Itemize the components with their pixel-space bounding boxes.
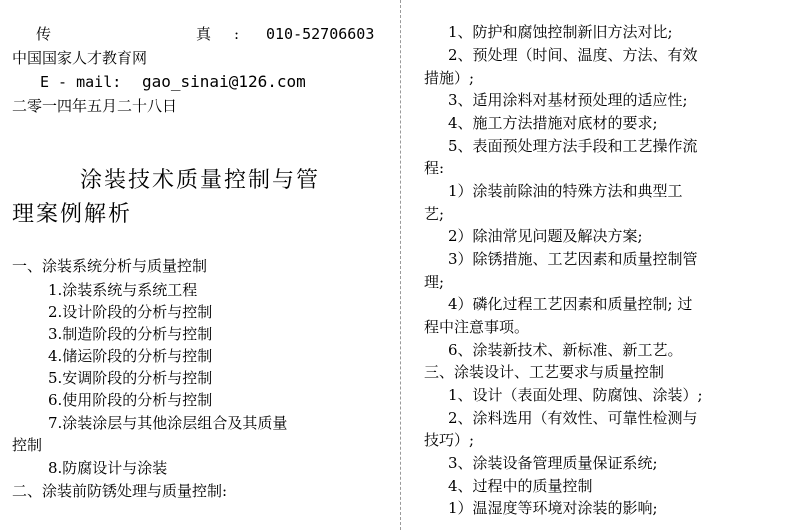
- fax-colon: :: [234, 25, 240, 43]
- right-line: 措施）;: [424, 69, 475, 87]
- right-line: 程:: [424, 159, 445, 177]
- list-item: 2.设计阶段的分析与控制: [48, 303, 213, 321]
- email-address: gao_sinai@126.com: [142, 72, 306, 91]
- section-heading-2: 二、涂装前防锈处理与质量控制:: [12, 482, 228, 500]
- right-line: 5、表面预处理方法手段和工艺操作流: [448, 137, 698, 155]
- right-line: 理;: [424, 273, 445, 291]
- date-line: 二零一四年五月二十八日: [12, 97, 178, 115]
- list-item: 3.制造阶段的分析与控制: [48, 325, 213, 343]
- right-line: 2）除油常见问题及解决方案;: [448, 227, 643, 245]
- right-line: 4、过程中的质量控制: [448, 477, 593, 495]
- right-line: 技巧）;: [424, 431, 475, 449]
- right-line: 艺;: [424, 205, 445, 223]
- organization-name: 中国国家人才教育网: [12, 49, 148, 67]
- list-item: 1.涂装系统与系统工程: [48, 281, 198, 299]
- list-item: 6.使用阶段的分析与控制: [48, 391, 213, 409]
- right-line: 4、施工方法措施对底材的要求;: [448, 114, 658, 132]
- document-title-line2: 理案例解析: [12, 202, 133, 227]
- right-line: 3、涂装设备管理质量保证系统;: [448, 454, 658, 472]
- right-line: 1）温湿度等环境对涂装的影响;: [448, 499, 658, 517]
- email-label: E - mail:: [40, 73, 122, 91]
- right-line: 1）涂装前除油的特殊方法和典型工: [448, 182, 683, 200]
- right-line: 3）除锈措施、工艺因素和质量控制管: [448, 250, 698, 268]
- right-line: 6、涂装新技术、新标准、新工艺。: [448, 341, 683, 359]
- list-item: 5.安调阶段的分析与控制: [48, 369, 213, 387]
- list-item: 4.储运阶段的分析与控制: [48, 347, 213, 365]
- column-divider: [400, 0, 401, 530]
- right-section-heading-3: 三、涂装设计、工艺要求与质量控制: [424, 363, 665, 381]
- section-heading-1: 一、涂装系统分析与质量控制: [12, 257, 208, 275]
- right-line: 4）磷化过程工艺因素和质量控制; 过: [448, 295, 693, 313]
- fax-label-char2: 真: [196, 25, 212, 43]
- right-line: 2、预处理（时间、温度、方法、有效: [448, 46, 698, 64]
- list-item: 7.涂装涂层与其他涂层组合及其质量: [48, 414, 288, 432]
- fax-label-char1: 传: [36, 25, 52, 43]
- fax-number: 010-52706603: [266, 25, 375, 43]
- document-title-line1: 涂装技术质量控制与管: [80, 168, 321, 193]
- list-item-continuation: 控制: [12, 436, 43, 454]
- list-item: 8.防腐设计与涂装: [48, 459, 168, 477]
- right-line: 程中注意事项。: [424, 318, 530, 336]
- right-line: 2、涂料选用（有效性、可靠性检测与: [448, 409, 698, 427]
- right-line: 1、防护和腐蚀控制新旧方法对比;: [448, 23, 673, 41]
- right-line: 1、设计（表面处理、防腐蚀、涂装）;: [448, 386, 703, 404]
- right-line: 3、适用涂料对基材预处理的适应性;: [448, 91, 688, 109]
